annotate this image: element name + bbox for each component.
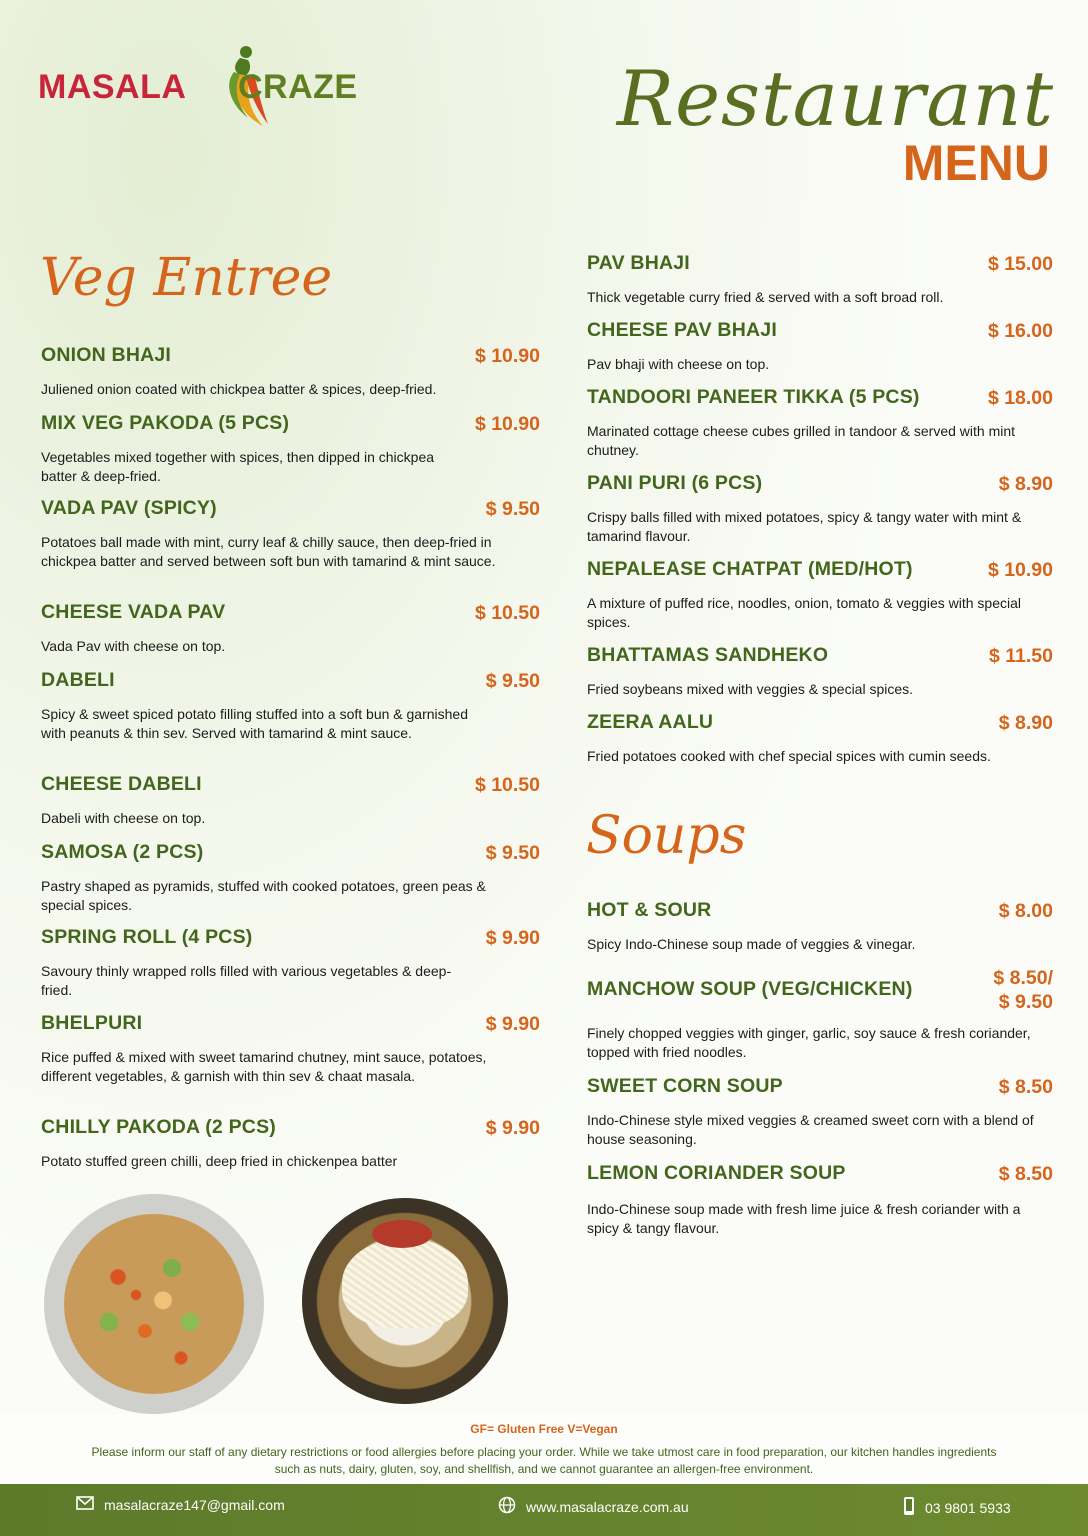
item-name: SAMOSA (2 PCS)	[41, 841, 204, 863]
item-price: $ 8.50	[998, 1076, 1053, 1098]
item-price: $ 16.00	[987, 320, 1053, 342]
item-price: $ 9.90	[485, 1013, 540, 1035]
item-price: $ 8.50/	[993, 967, 1053, 989]
item-name: PAV BHAJI	[587, 252, 690, 274]
soups-heading: Soups	[586, 806, 747, 866]
item-name: CHEESE PAV BHAJI	[587, 319, 777, 341]
item-desc: Fried potatoes cooked with chef special spices with cumin seeds.	[587, 748, 991, 764]
item-desc: Spicy & sweet spiced potato filling stuffed into a soft bun & garnished with peanuts & thin sev. Served with tamarind & mint sauce.	[41, 706, 468, 741]
item-name: VADA PAV (SPICY)	[41, 497, 217, 519]
item-desc: A mixture of puffed rice, noodles, onion, tomato & veggies with special spices.	[587, 595, 1021, 630]
item-price: $ 9.50	[485, 670, 540, 692]
brand-logo	[38, 44, 368, 134]
bhelpuri-photo	[44, 1194, 264, 1414]
item-price: $ 8.50	[998, 1163, 1053, 1185]
item-desc: Potatoes ball made with mint, curry leaf & chilly sauce, then deep-fried in chickpea batter and served between soft bun with tamarind & mint sauce.	[41, 534, 496, 569]
item-name: MIX VEG PAKODA (5 PCS)	[41, 412, 290, 434]
item-price-alt: $ 9.50	[998, 991, 1053, 1013]
item-name: NEPALEASE CHATPAT (MED/HOT)	[587, 558, 913, 580]
item-desc: Vada Pav with cheese on top.	[41, 638, 226, 654]
item-desc: Indo-Chinese style mixed veggies & creamed sweet corn with a blend of house seasoning.	[587, 1112, 1034, 1147]
item-name: PANI PURI (6 PCS)	[587, 472, 763, 494]
item-desc: Potato stuffed green chilli, deep fried in chickenpea batter	[41, 1153, 398, 1169]
item-name: ZEERA AALU	[587, 711, 714, 733]
phone-contact[interactable]	[903, 1496, 1011, 1519]
sauce-topping	[372, 1220, 432, 1248]
item-price: $ 9.50	[485, 498, 540, 520]
item-price: $ 9.90	[485, 1117, 540, 1139]
item-desc: Savoury thinly wrapped rolls filled with various vegetables & deep-fried.	[41, 963, 452, 998]
contact-bar	[0, 1484, 1088, 1536]
item-price: $ 11.50	[989, 645, 1053, 667]
item-desc: Finely chopped veggies with ginger, garlic, soy sauce & fresh coriander, topped with fried noodles.	[587, 1025, 1031, 1060]
item-price: $ 10.90	[474, 413, 540, 435]
allergy-notice: Please inform our staff of any dietary restrictions or food allergies before placing your order. While we take utmost care in food preparation, our kitchen handles ingredients such as nuts, dairy, gluten, soy, and shellfish, and we cannot guarantee an allergen-free environment.	[91, 1445, 997, 1476]
item-price: $ 9.90	[485, 927, 540, 949]
item-desc: Spicy Indo-Chinese soup made of veggies & vinegar.	[587, 936, 916, 952]
item-name: BHATTAMAS SANDHEKO	[587, 644, 829, 666]
food-mix	[64, 1214, 244, 1394]
cheese-topping	[342, 1238, 468, 1328]
title-menu: MENU	[902, 135, 1050, 191]
email-contact[interactable]	[76, 1496, 285, 1513]
item-name: CHILLY PAKODA (2 PCS)	[41, 1116, 276, 1138]
item-price: $ 10.50	[474, 774, 540, 796]
vada-pav-photo	[302, 1198, 508, 1404]
item-name: CHEESE VADA PAV	[41, 601, 226, 623]
item-desc: Rice puffed & mixed with sweet tamarind chutney, mint sauce, potatoes, different vegetables, & garnish with thin sev & chaat masala.	[41, 1049, 487, 1084]
item-desc: Juliened onion coated with chickpea batter & spices, deep-fried.	[41, 381, 437, 397]
item-name: SPRING ROLL (4 PCS)	[41, 926, 253, 948]
email-text[interactable]: masalacraze147@gmail.com	[104, 1496, 285, 1513]
item-name: TANDOORI PANEER TIKKA (5 PCS)	[587, 386, 920, 408]
item-name: MANCHOW SOUP (VEG/CHICKEN)	[587, 978, 913, 1000]
item-desc: Crispy balls filled with mixed potatoes, spicy & tangy water with mint & tamarind flavour.	[587, 509, 1022, 544]
phone-icon	[903, 1496, 915, 1519]
title-script: Restaurant	[616, 54, 1054, 143]
item-name: ONION BHAJI	[41, 344, 172, 366]
item-price: $ 8.00	[998, 900, 1053, 922]
item-name: CHEESE DABELI	[41, 773, 202, 795]
veg-entree-heading: Veg Entree	[40, 248, 333, 308]
item-desc: Marinated cottage cheese cubes grilled in tandoor & served with mint chutney.	[587, 423, 1016, 458]
item-desc: Pastry shaped as pyramids, stuffed with cooked potatoes, green peas & special spices.	[41, 878, 486, 913]
brand-name-right: CRAZE	[238, 68, 358, 106]
website-text[interactable]: www.masalacraze.com.au	[526, 1498, 689, 1515]
item-price: $ 18.00	[987, 387, 1053, 409]
item-desc: Dabeli with cheese on top.	[41, 810, 206, 826]
item-price: $ 10.90	[987, 559, 1053, 581]
item-desc: Vegetables mixed together with spices, then dipped in chickpea batter & deep-fried.	[41, 449, 435, 484]
item-desc: Thick vegetable curry fried & served with a soft broad roll.	[587, 289, 944, 305]
item-desc: Fried soybeans mixed with veggies & special spices.	[587, 681, 914, 697]
item-price: $ 8.90	[998, 473, 1053, 495]
website-contact[interactable]	[498, 1496, 689, 1517]
item-name: LEMON CORIANDER SOUP	[587, 1162, 846, 1184]
item-name: BHELPURI	[41, 1012, 143, 1034]
item-desc: Pav bhaji with cheese on top.	[587, 356, 770, 372]
item-price: $ 10.50	[474, 602, 540, 624]
item-price: $ 8.90	[998, 712, 1053, 734]
item-name: DABELI	[41, 669, 115, 691]
footer-notes	[0, 1414, 1088, 1484]
item-desc: Indo-Chinese soup made with fresh lime juice & fresh coriander with a spicy & tangy flavour.	[587, 1201, 1021, 1236]
dietary-legend: GF= Gluten Free V=Vegan	[470, 1422, 618, 1436]
mail-icon	[76, 1496, 94, 1513]
item-price: $ 15.00	[987, 253, 1053, 275]
item-price: $ 10.90	[474, 345, 540, 367]
phone-text[interactable]: 03 9801 5933	[925, 1499, 1011, 1516]
brand-name-left: MASALA	[38, 68, 187, 106]
item-name: SWEET CORN SOUP	[587, 1075, 783, 1097]
globe-icon	[498, 1496, 516, 1517]
item-price: $ 9.50	[485, 842, 540, 864]
item-name: HOT & SOUR	[587, 899, 712, 921]
